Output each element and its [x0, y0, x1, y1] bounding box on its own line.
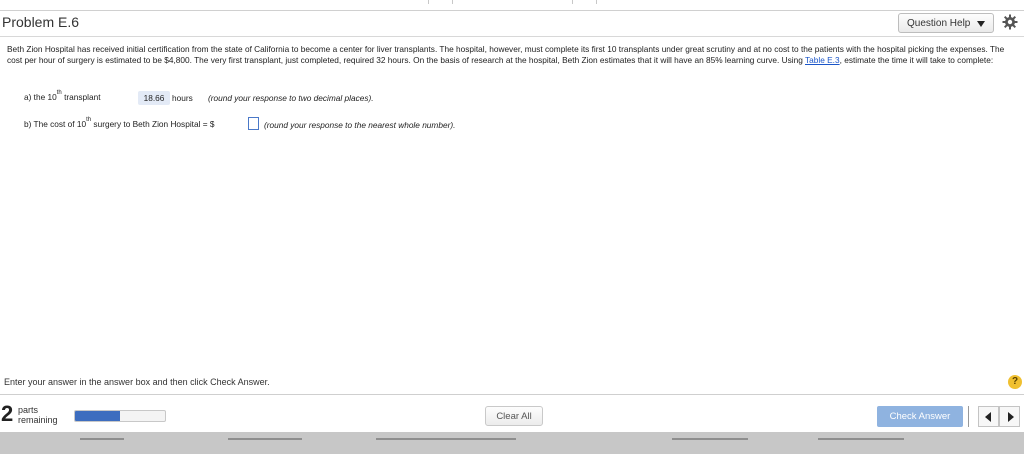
header-divider	[0, 36, 1024, 37]
triangle-left-icon	[985, 412, 991, 422]
top-strip-divider	[572, 0, 573, 4]
question-b-answer-input[interactable]	[248, 117, 259, 130]
bottom-bar-placeholder	[376, 438, 516, 440]
gear-icon[interactable]	[1002, 14, 1018, 30]
top-strip	[0, 0, 1024, 11]
question-a	[24, 90, 374, 103]
previous-button[interactable]	[978, 406, 999, 427]
bottom-bar-placeholder	[228, 438, 302, 440]
question-a-hint: (round your response to two decimal places).	[208, 93, 374, 103]
clear-all-button[interactable]: Clear All	[485, 406, 543, 426]
instruction-text: Enter your answer in the answer box and then click Check Answer.	[4, 377, 270, 387]
problem-statement	[7, 44, 1017, 67]
bottom-bar-placeholder	[80, 438, 124, 440]
footer-divider	[0, 394, 1024, 395]
bottom-bar-placeholder	[672, 438, 748, 440]
dropdown-triangle-icon	[977, 21, 985, 27]
header	[0, 11, 1024, 35]
progress-fill	[75, 411, 120, 421]
top-strip-divider	[596, 0, 597, 4]
help-icon[interactable]: ?	[1008, 375, 1022, 389]
bottom-bar-placeholder	[818, 438, 904, 440]
bottom-navigation-bar	[0, 432, 1024, 454]
question-b	[24, 117, 456, 130]
question-help-label: Question Help	[907, 18, 971, 29]
question-a-unit: hours	[172, 93, 193, 103]
question-b-label: b) The cost of 10th surgery to Beth Zion Hospital = $	[24, 117, 215, 129]
triangle-right-icon	[1008, 412, 1014, 422]
table-link[interactable]: Table E.3	[805, 55, 840, 66]
nav-separator	[968, 406, 969, 427]
question-b-hint: (round your response to the nearest whole number).	[264, 120, 456, 130]
parts-remaining-label: parts remaining	[18, 405, 58, 425]
problem-intro: Beth Zion Hospital has received initial certification from the state of California to become a center for liver transplants. The hospital, however, must complete its first 10 transplants under great scrutiny and at no cost to the patients with the hospital picking the expenses. The cost per hour of surgery is estimated to be $4,800. The very first transplant, just completed, required 32 hours. On the basis of research at the hospital, Beth Zion estimates that it will have an 85% learning curve. Using	[7, 44, 1005, 66]
question-a-answer-field[interactable]: 18.66	[138, 91, 170, 105]
parts-remaining-count: 2	[1, 401, 14, 426]
top-strip-divider	[428, 0, 429, 4]
top-strip-divider	[452, 0, 453, 4]
question-a-label: a) the 10th transplant	[24, 90, 101, 102]
page-title: Problem E.6	[2, 14, 80, 30]
next-button[interactable]	[999, 406, 1020, 427]
check-answer-button[interactable]: Check Answer	[877, 406, 963, 427]
problem-intro-end: , estimate the time it will take to complete:	[839, 55, 994, 66]
parts-progress-bar	[74, 410, 166, 422]
question-help-button[interactable]	[898, 13, 994, 33]
